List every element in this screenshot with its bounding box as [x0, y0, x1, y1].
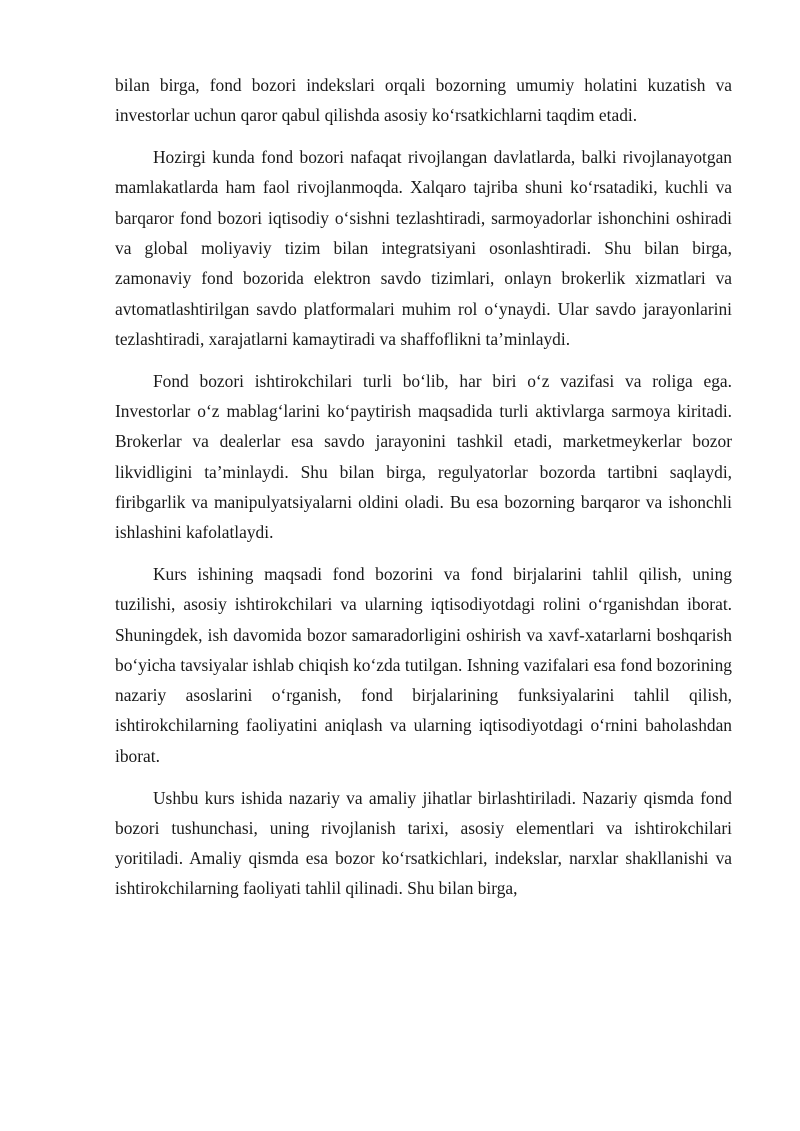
- paragraph-course-goal: Kurs ishining maqsadi fond bozorini va fond birjalarini tahlil qilish, uning tuzilishi, asosiy ishtirokchilari va ularning iqtisodiyotdagi rolini o‘rganishdan iborat. Shuningdek, ish davomida bozor samaradorligini oshirish va xavf-xatarlarni boshqarish bo‘yicha tavsiyalar ishlab chiqish ko‘zda tutilgan. Ishning vazifalari esa fond bozorining nazariy asoslarini o‘rganish, fond birjalarining funksiyalarini tahlil qilish, ishtirokchilarning faoliyatini aniqlash va ularning iqtisodiyotdagi o‘rnini baholashdan iborat.: [115, 563, 732, 766]
- paragraph-market-participants: Fond bozori ishtirokchilari turli bo‘lib, har biri o‘z vazifasi va roliga ega. Investorlar o‘z mablag‘larini ko‘paytirish maqsadida turli aktivlarga sarmoya kiritadi. Brokerlar va dealerlar esa savdo jarayonini tashkil etadi, marketmeykerlar bozor likvidligini ta’minlaydi. Shu bilan birga, regulyatorlar bozorda tartibni saqlaydi, firibgarlik va manipulyatsiyalarni oldini oladi. Bu esa bozorning barqaror va ishonchli ishlashini kafolatlaydi.: [115, 370, 732, 543]
- paragraph-theory-practice: Ushbu kurs ishida nazariy va amaliy jihatlar birlashtiriladi. Nazariy qismda fond bozori tushunchasi, uning rivojlanish tarixi, asosiy elementlari va ishtirokchilari yoritiladi. Amaliy qismda esa bozor ko‘rsatkichlari, indekslar, narxlar shakllanishi va ishtirokchilarning faoliyati tahlil qilinadi. Shu bilan birga,: [115, 787, 732, 899]
- paragraph-global-development: Hozirgi kunda fond bozori nafaqat rivojlangan davlatlarda, balki rivojlanayotgan mamlakatlarda ham faol rivojlanmoqda. Xalqaro tajriba shuni ko‘rsatadiki, kuchli va barqaror fond bozori iqtisodiy o‘sishni tezlashtiradi, sarmoyadorlar ishonchini oshiradi va global moliyaviy tizim bilan integratsiyani osonlashtiradi. Shu bilan birga, zamonaviy fond bozorida elektron savdo tizimlari, onlayn brokerlik xizmatlari va avtomatlashtirilgan savdo platformalari muhim rol o‘ynaydi. Ular savdo jarayonlarini tezlashtiradi, xarajatlarni kamaytiradi va shaffoflikni ta’minlaydi.: [115, 147, 732, 349]
- paragraph-continuation: bilan birga, fond bozori indekslari orqali bozorning umumiy holatini kuzatish va investorlar uchun qaror qabul qilishda asosiy ko‘rsatkichlarni taqdim etadi.: [115, 75, 732, 126]
- body-text: [115, 70, 732, 915]
